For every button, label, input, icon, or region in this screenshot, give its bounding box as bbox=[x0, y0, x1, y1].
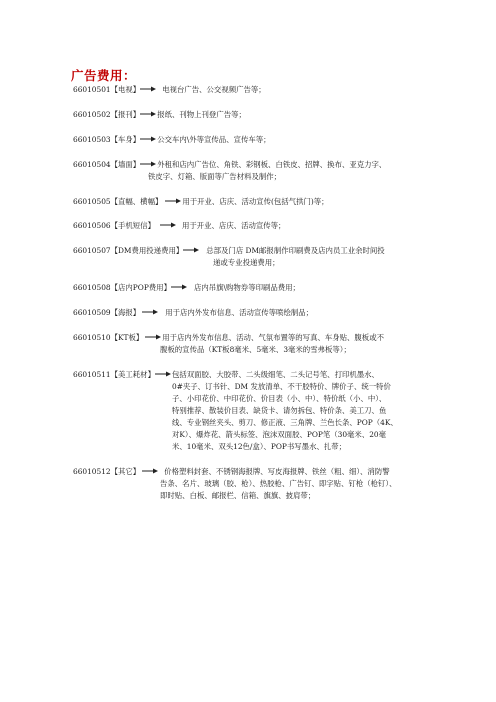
entry-sms bbox=[73, 220, 285, 232]
arrow-right-icon bbox=[160, 222, 176, 228]
entry-continuation: 0#夹子、订书针、DM 发放清单、不干胶特价、牌价子、统一特价 bbox=[172, 382, 391, 391]
arrow-right-icon bbox=[142, 309, 158, 315]
entry-desc: 电视台广告、公交视频广告等； bbox=[162, 85, 266, 94]
entry-dm bbox=[73, 245, 385, 257]
entry-code: 66010510【KT板】 bbox=[73, 333, 144, 342]
entry-code: 66010509【海报】 bbox=[73, 308, 141, 317]
entry-continuation: 对K）、爆炸花、箭头标签、泡沫双面胶、POP笔（30毫米、20毫 bbox=[172, 430, 387, 439]
entry-continuation: 即时贴、白板、邮报栏、信箱、旗旗、披肩带； bbox=[160, 491, 316, 500]
entry-code: 66010504【墙面】 bbox=[73, 160, 141, 169]
entry-code: 66010505【直幅、横幅】 bbox=[73, 197, 163, 206]
entry-continuation: 腹板的宣传品（KT板8毫米、5毫米、3毫米的雪弗板等）； bbox=[160, 345, 351, 354]
entry-code: 66010503【车身】 bbox=[73, 135, 141, 144]
entry-vehicle bbox=[73, 134, 271, 146]
arrow-right-icon bbox=[171, 284, 187, 290]
entry-code: 66010501【电视】 bbox=[73, 85, 141, 94]
arrow-right-icon bbox=[142, 468, 158, 474]
entry-code: 66010507【DM费用投递费用】 bbox=[73, 246, 184, 255]
entry-other bbox=[73, 466, 390, 478]
entry-desc: 包括双面胶、大胶带、二头级细笔、二头记号笔、打印机墨水、 bbox=[171, 370, 379, 379]
entry-newspaper bbox=[73, 109, 246, 121]
entry-continuation: 告条、名片、玻璃（胶、枪）、热胶枪、广告钉、即字贴、钉枪（枪钉）、 bbox=[160, 479, 397, 488]
arrow-right-icon bbox=[140, 111, 156, 117]
entry-desc: 报纸、刊物上刊登广告等； bbox=[157, 110, 246, 119]
entry-banner bbox=[73, 196, 329, 208]
page-title: 广告费用： bbox=[71, 68, 137, 83]
arrow-right-icon bbox=[140, 161, 156, 167]
entry-code: 66010511【美工耗材】 bbox=[73, 370, 155, 379]
entry-desc: 总部及门店 DM邮报制作印刷费及店内员工业余时间投 bbox=[206, 246, 385, 255]
entry-poster bbox=[73, 307, 313, 319]
entry-continuation: 米、10毫米、双头12色/盒）、POP书写墨水、扎带； bbox=[172, 442, 347, 451]
arrow-right-icon bbox=[165, 198, 181, 204]
arrow-right-icon bbox=[140, 136, 156, 142]
entry-continuation: 线、专业钢丝夹头、剪刀、修正液、三角牌、兰色长条、POP（4K、 bbox=[172, 418, 398, 427]
arrow-right-icon bbox=[145, 334, 161, 340]
entry-desc: 外租和店内广告位、角铁、彩钢板、白铁皮、招牌、换布、亚克力字、 bbox=[157, 160, 387, 169]
entry-desc: 公交车内\外等宣传品、宣传车等； bbox=[157, 135, 271, 144]
arrow-right-icon bbox=[183, 247, 199, 253]
entry-desc: 价格塑料封套、不锈钢海报牌、写皮海报牌、铁丝（粗、细）、消防警 bbox=[164, 467, 390, 476]
entry-desc: 用于开业、店庆、活动宣传等； bbox=[181, 221, 286, 230]
entry-desc: 用于店内外发布信息、活动、气氛布置等的写真、车身贴、腹板或不 bbox=[162, 333, 384, 342]
arrow-right-icon bbox=[155, 371, 171, 377]
arrow-right-icon bbox=[140, 86, 156, 92]
entry-wall bbox=[73, 159, 386, 171]
entry-kt-board bbox=[73, 332, 384, 344]
entry-code: 66010508【店内POP费用】 bbox=[73, 283, 171, 292]
entry-tv bbox=[73, 84, 266, 96]
entry-continuation: 铁皮字、灯箱、版面等广告材料及制作； bbox=[148, 172, 282, 181]
entry-desc: 用于开业、店庆、活动宣传(包括气拱门)等； bbox=[182, 197, 329, 206]
entry-continuation: 递或专业投递费用； bbox=[213, 258, 280, 267]
entry-desc: 店内吊旗\购物券等印刷品费用； bbox=[193, 283, 300, 292]
entry-art-supplies bbox=[73, 369, 379, 381]
entry-pop bbox=[73, 282, 300, 294]
entry-continuation: 子、小印花价、中印花价、价目表（小、中）、特价纸（小、中）、 bbox=[172, 394, 387, 403]
entry-code: 66010506【手机短信】 bbox=[73, 221, 155, 230]
entry-code: 66010502【报刊】 bbox=[73, 110, 141, 119]
entry-continuation: 特别推荐、散装价目表、缺货卡、请勿拆包、特价条、美工刀、鱼 bbox=[172, 406, 387, 415]
entry-code: 66010512【其它】 bbox=[73, 467, 141, 476]
entry-desc: 用于店内外发布信息、活动宣传等喷绘制品； bbox=[165, 308, 314, 317]
